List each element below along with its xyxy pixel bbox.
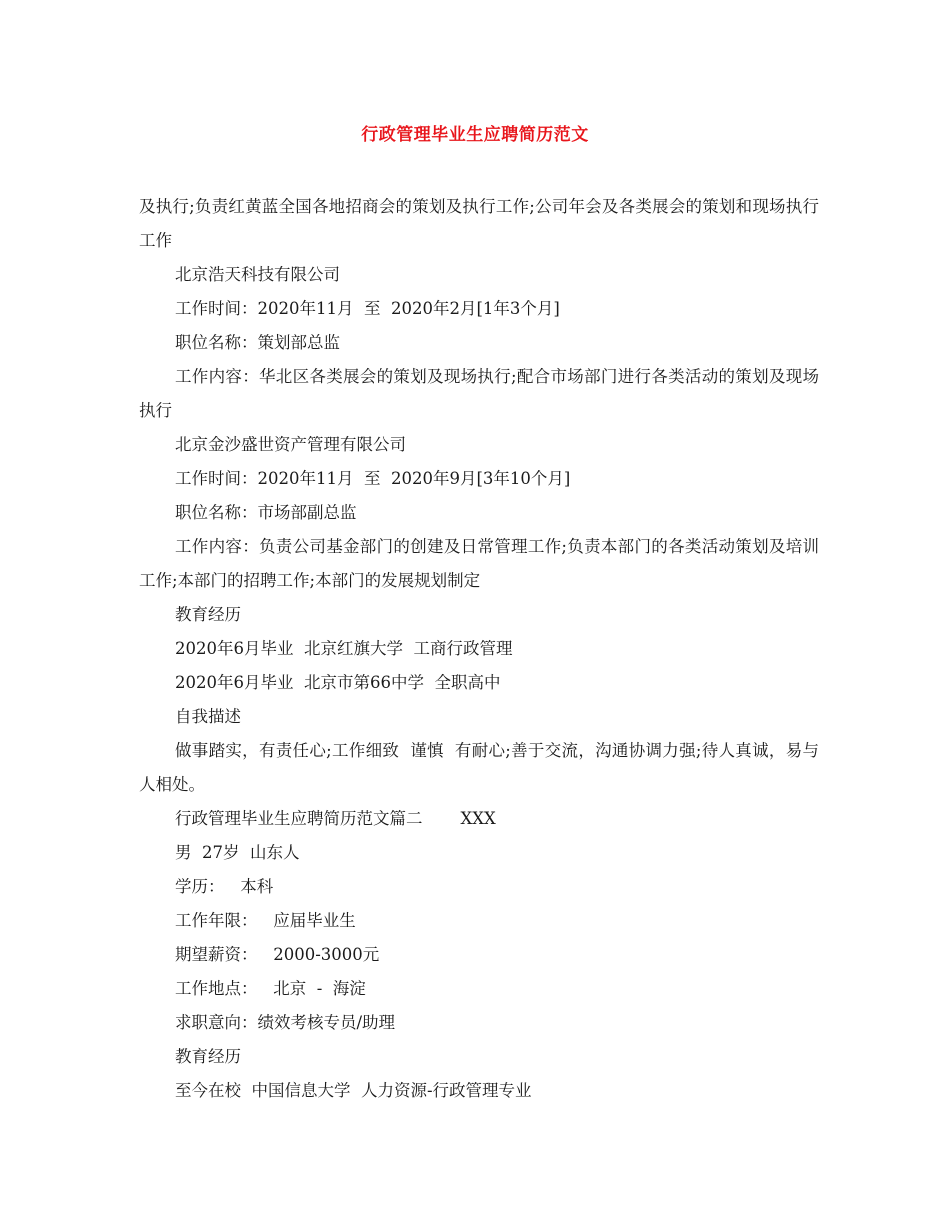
candidate-name: XXX — [460, 809, 496, 828]
candidate-job-intention: 求职意向：绩效考核专员/助理 — [175, 1013, 396, 1032]
section-two-heading: 行政管理毕业生应聘简历范文篇二 — [175, 809, 423, 828]
education-entry: 至今在校 中国信息大学 人力资源-行政管理专业 — [175, 1081, 532, 1100]
candidate-education-level: 学历： 本科 — [175, 877, 274, 896]
section-heading-self-description: 自我描述 — [175, 707, 241, 726]
section-heading-education: 教育经历 — [175, 605, 241, 624]
document-body — [139, 190, 819, 1108]
candidate-work-location: 工作地点： 北京 - 海淀 — [175, 979, 366, 998]
company-name: 北京金沙盛世资产管理有限公司 — [175, 435, 406, 454]
work-period: 工作时间：2020年11月 至 2020年9月[3年10个月] — [175, 469, 571, 488]
self-description: 做事踏实，有责任心;工作细致 谨慎 有耐心;善于交流，沟通协调力强;待人真诚，易与人相处。 — [139, 741, 819, 794]
education-entry: 2020年6月毕业 北京市第66中学 全职高中 — [175, 673, 501, 692]
section-two-heading-line — [139, 802, 819, 836]
work-period: 工作时间：2020年11月 至 2020年2月[1年3个月] — [175, 299, 560, 318]
job-title: 职位名称：市场部副总监 — [175, 503, 357, 522]
document-title: 行政管理毕业生应聘简历范文 — [361, 125, 589, 145]
candidate-expected-salary: 期望薪资： 2000-3000元 — [175, 945, 380, 964]
job-content: 工作内容：华北区各类展会的策划及现场执行;配合市场部门进行各类活动的策划及现场执行 — [139, 367, 819, 420]
paragraph-continuation: 及执行;负责红黄蓝全国各地招商会的策划及执行工作;公司年会及各类展会的策划和现场执行工作 — [139, 197, 819, 250]
section-heading-education: 教育经历 — [175, 1047, 241, 1066]
candidate-work-years: 工作年限： 应届毕业生 — [175, 911, 356, 930]
education-entry: 2020年6月毕业 北京红旗大学 工商行政管理 — [175, 639, 513, 658]
job-title: 职位名称：策划部总监 — [175, 333, 340, 352]
candidate-basic-info: 男 27岁 山东人 — [175, 843, 300, 862]
company-name: 北京浩天科技有限公司 — [175, 265, 340, 284]
job-content: 工作内容：负责公司基金部门的创建及日常管理工作;负责本部门的各类活动策划及培训工作;本部门的招聘工作;本部门的发展规划制定 — [139, 537, 819, 590]
